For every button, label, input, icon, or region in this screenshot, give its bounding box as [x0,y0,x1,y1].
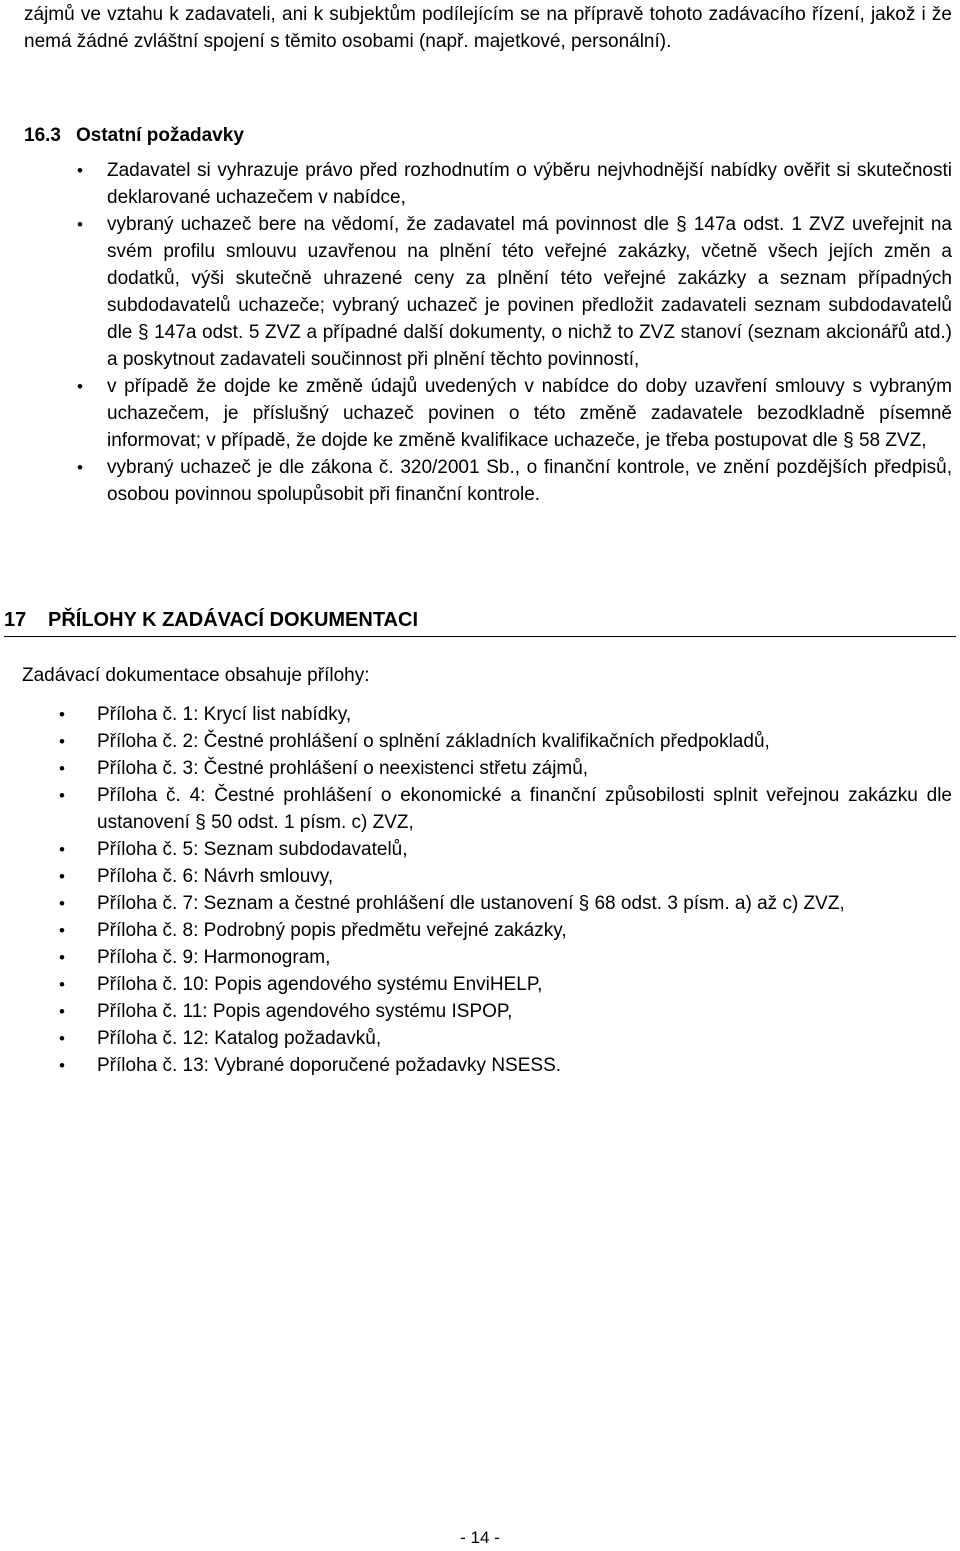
section-title: PŘÍLOHY K ZADÁVACÍ DOKUMENTACI [48,609,418,631]
subsection-number: 16.3 [24,125,61,146]
attachment-item: • Příloha č. 7: Seznam a čestné prohlášení dle ustanovení § 68 odst. 3 písm. a) až c) ZVZ, [97,890,952,917]
requirement-item: • vybraný uchazeč bere na vědomí, že zadavatel má povinnost dle § 147a odst. 1 ZVZ uveřejnit na svém profilu smlouvu uzavřenou na plnění této veřejné zakázky, včetně všech jejích změn a dodatků, výši skutečně uhrazené ceny za plnění této veřejné zakázky a seznam případných subdodavatelů uchazeče; vybraný uchazeč je povinen předložit zadavateli seznam subdodavatelů dle § 147a odst. 5 ZVZ a případné další dokumenty, o nichž to ZVZ stanoví (seznam akcionářů atd.) a poskytnout zadavateli součinnost při plnění těchto povinností, [107,211,952,373]
intro-paragraph: zájmů ve vztahu k zadavateli, ani k subjektům podílejícím se na přípravě tohoto zadávacího řízení, jakož i že nemá žádné zvláštní spojení s těmito osobami (např. majetkové, personální). [24,4,952,52]
page-number: - 14 - [460,1528,500,1547]
requirements-list [107,157,952,508]
attachment-item: • Příloha č. 13: Vybrané doporučené požadavky NSESS. [97,1052,952,1079]
requirement-item: • Zadavatel si vyhrazuje právo před rozhodnutím o výběru nejvhodnější nabídky ověřit si skutečnosti deklarované uchazečem v nabídce, [107,157,952,211]
requirement-item: • v případě že dojde ke změně údajů uvedených v nabídce do doby uzavření smlouvy s vybraným uchazečem, je příslušný uchazeč povinen o této změně zadavatele bezodkladně písemně informovat; v případě, že dojde ke změně kvalifikace uchazeče, je třeba postupovat dle § 58 ZVZ, [107,373,952,454]
attachment-item: • Příloha č. 2: Čestné prohlášení o splnění základních kvalifikačních předpokladů, [97,728,952,755]
attachments-list [97,701,952,1079]
attachment-item: • Příloha č. 1: Krycí list nabídky, [97,701,952,728]
attachment-item: • Příloha č. 8: Podrobný popis předmětu veřejné zakázky, [97,917,952,944]
subsection-heading [24,122,244,149]
attachment-item: • Příloha č. 6: Návrh smlouvy, [97,863,952,890]
attachment-item: • Příloha č. 5: Seznam subdodavatelů, [97,836,952,863]
section-number: 17 [4,609,27,631]
attachment-item: • Příloha č. 3: Čestné prohlášení o neexistenci střetu zájmů, [97,755,952,782]
attachment-item: • Příloha č. 11: Popis agendového systému ISPOP, [97,998,952,1025]
requirement-item: • vybraný uchazeč je dle zákona č. 320/2001 Sb., o finanční kontrole, ve znění pozdějších předpisů, osobou povinnou spolupůsobit při finanční kontrole. [107,454,952,508]
subsection-title: Ostatní požadavky [76,125,244,146]
attachment-item: • Příloha č. 10: Popis agendového systému EnviHELP, [97,971,952,998]
attachments-lead: Zadávací dokumentace obsahuje přílohy: [22,665,370,686]
attachment-item: • Příloha č. 12: Katalog požadavků, [97,1025,952,1052]
attachment-item: • Příloha č. 9: Harmonogram, [97,944,952,971]
section-heading [4,607,956,637]
attachment-item: • Příloha č. 4: Čestné prohlášení o ekonomické a finanční způsobilosti splnit veřejnou zakázku dle ustanovení § 50 odst. 1 písm. c) ZVZ, [97,782,952,836]
